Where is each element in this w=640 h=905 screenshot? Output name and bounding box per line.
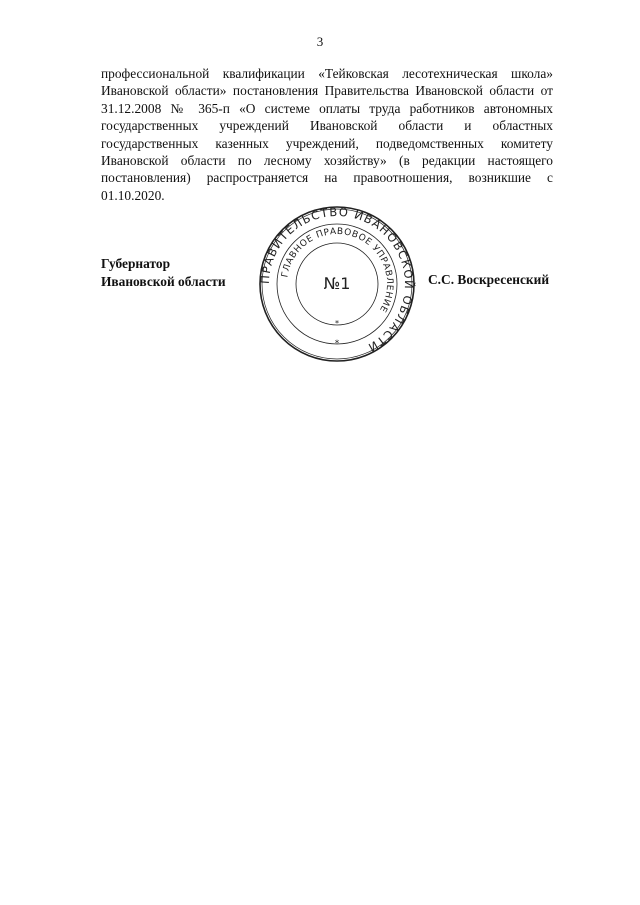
signatory-name: С.С. Воскресенский xyxy=(428,272,550,287)
seal-center-number: №1 xyxy=(323,274,351,293)
seal-inner-star-icon: * xyxy=(335,319,339,328)
signatory-title xyxy=(101,255,226,291)
seal-star-icon: * xyxy=(334,339,340,349)
page-number: 3 xyxy=(316,34,324,49)
body-paragraph: профессиональной квалификации «Тейковская лесотехническая школа» Ивановской области» постановления Правительства Ивановской области от 31.12.2008 № 365-п «О системе оплаты труда работников автономных государственных учреждений Ивановской области и областных государственных казенных учреждений, подведомственных комитету Ивановской области по лесному хозяйству» (в редакции настоящего постановления) распространяется на правоотношения, возникшие с 01.10.2020. xyxy=(101,66,553,203)
signatory-title-line2: Ивановской области xyxy=(101,274,226,289)
seal-outer-text: ПРАВИТЕЛЬСТВО ИВАНОВСКОЙ ОБЛАСТИ xyxy=(258,205,416,356)
seal-inner-text: ГЛАВНОЕ ПРАВОВОЕ УПРАВЛЕНИЕ xyxy=(280,226,395,314)
signatory-title-line1: Губернатор xyxy=(101,256,171,271)
official-seal-stamp xyxy=(258,205,416,363)
